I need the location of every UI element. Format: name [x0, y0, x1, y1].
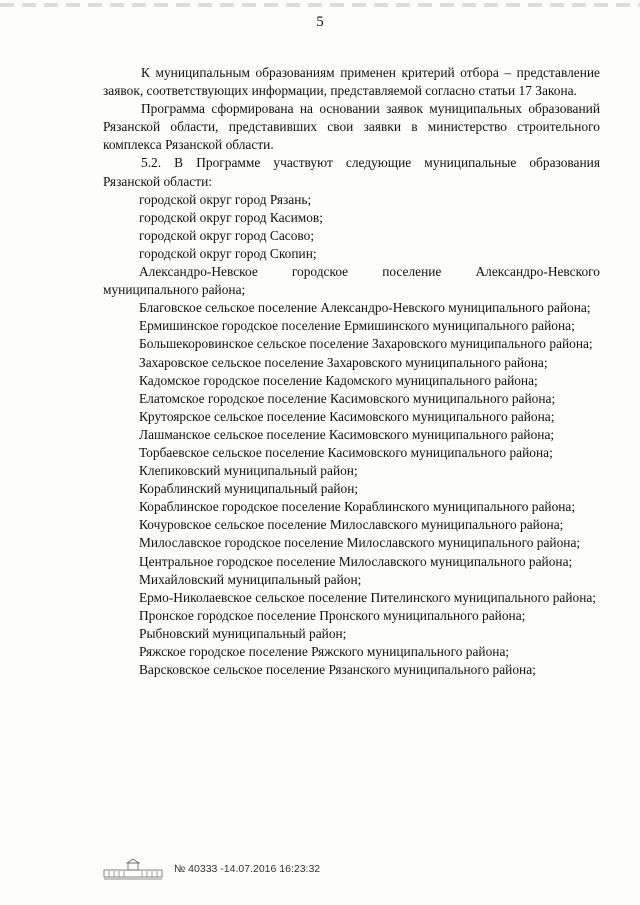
paragraph-5-2: 5.2. В Программе участвуют следующие муниципальные образования Рязанской области:	[103, 155, 600, 189]
list-item: городской округ город Сасово;	[139, 227, 315, 243]
list-item: Ермишинское городское поселение Ермишинского муниципального района;	[139, 318, 575, 334]
list-item: Кораблинское городское поселение Кораблинского муниципального района;	[139, 499, 576, 515]
list-item: Александро-Невское городское поселение Александро-Невского муниципального района;	[103, 264, 600, 298]
list-item: Кораблинский муниципальный район;	[139, 481, 359, 497]
list-item: Милославское городское поселение Милославского муниципального района;	[139, 535, 581, 551]
scan-edge-artifact	[0, 3, 640, 7]
paragraph-program: Программа сформирована на основании заявок муниципальных образований Рязанской области, представивших свои заявки в министерство строительного комплекса Рязанской области.	[103, 101, 600, 153]
document-body	[103, 64, 600, 679]
list-item: городской округ город Скопин;	[139, 245, 317, 261]
list-item: Лашманское сельское поселение Касимовского муниципального района;	[139, 426, 555, 442]
paragraph-criteria: К муниципальным образованиям применен критерий отбора – представление заявок, соответствующих информации, представляемой согласно статьи 17 Закона.	[103, 65, 600, 99]
list-item: Торбаевское сельское поселение Касимовского муниципального района;	[139, 444, 553, 460]
list-item: городской округ город Рязань;	[139, 191, 312, 207]
page-number: 5	[316, 14, 324, 30]
list-item: Кочуровское сельское поселение Милославского муниципального района;	[139, 517, 564, 533]
document-footer	[102, 858, 320, 880]
list-item: Варсковское сельское поселение Рязанского муниципального района;	[139, 662, 536, 678]
list-item: городской округ город Касимов;	[139, 209, 323, 225]
list-item: Крутоярское сельское поселение Касимовского муниципального района;	[139, 408, 555, 424]
list-item: Пронское городское поселение Пронского муниципального района;	[139, 607, 526, 623]
list-item: Ряжское городское поселение Ряжского муниципального района;	[139, 644, 510, 659]
list-item: Захаровское сельское поселение Захаровского муниципального района;	[139, 354, 548, 370]
registration-stamp: № 40333 -14.07.2016 16:23:32	[174, 863, 321, 875]
list-item: Михайловский муниципальный район;	[139, 571, 362, 587]
list-item: Центральное городское поселение Милославского муниципального района;	[139, 553, 573, 569]
list-item: Клепиковский муниципальный район;	[139, 463, 358, 479]
list-item: Большекоровинское сельское поселение Захаровского муниципального района;	[139, 336, 593, 352]
list-item: Кадомское городское поселение Кадомского муниципального района;	[139, 372, 538, 388]
list-item: Рыбновский муниципальный район;	[139, 625, 347, 641]
list-item: Елатомское городское поселение Касимовского муниципального района;	[139, 390, 556, 406]
list-item: Ермо-Николаевское сельское поселение Пителинского муниципального района;	[139, 589, 597, 605]
list-item: Благовское сельское поселение Александро-Невского муниципального района;	[139, 300, 591, 316]
government-building-logo-icon	[102, 858, 164, 880]
